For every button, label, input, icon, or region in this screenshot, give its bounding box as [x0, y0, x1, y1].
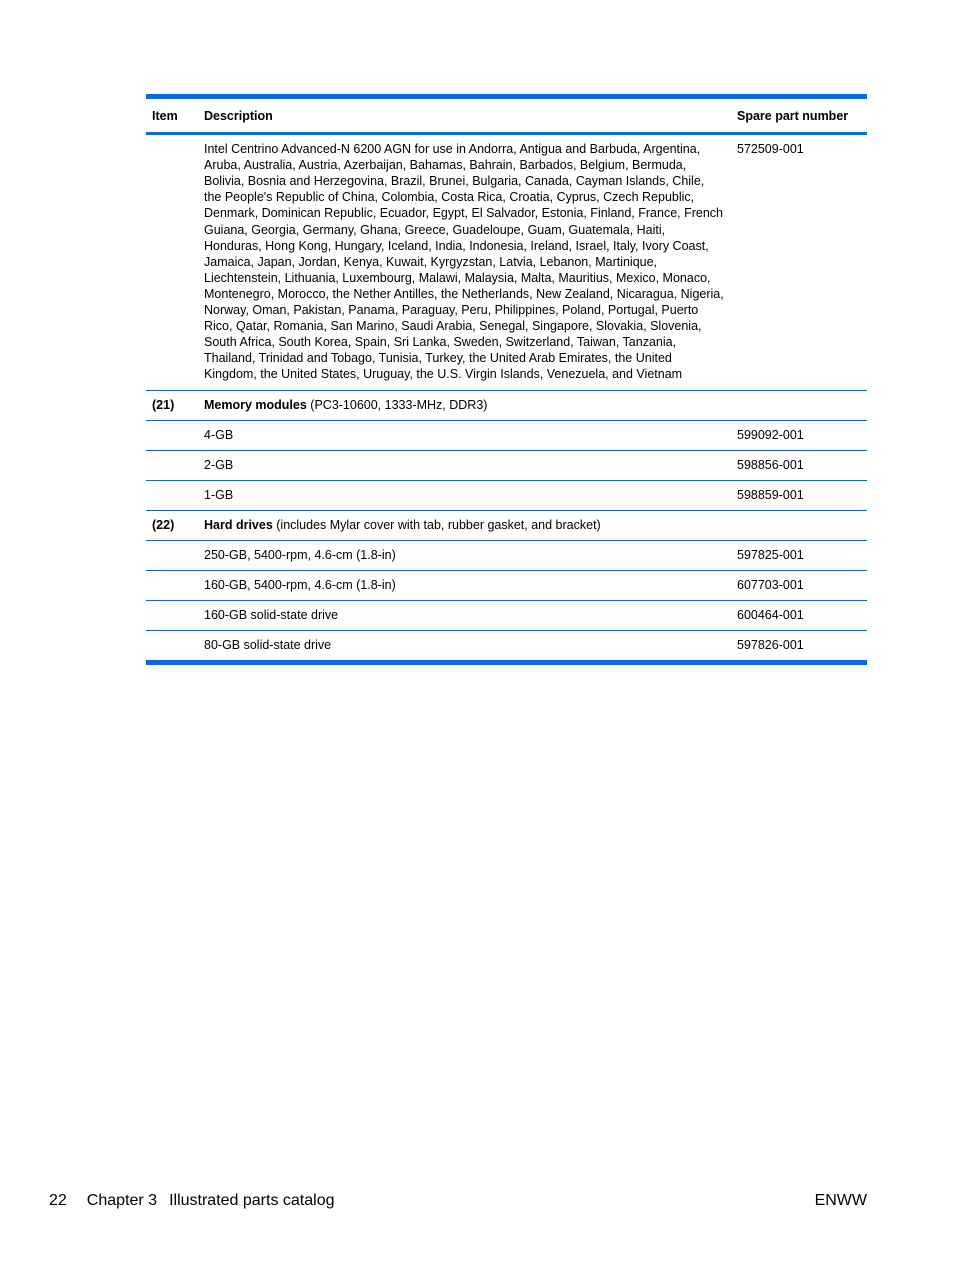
table-row	[146, 631, 867, 663]
description-text: 4-GB	[204, 427, 234, 442]
description-text: 2-GB	[204, 457, 234, 472]
spare-part-number: 599092-001	[731, 420, 867, 450]
chapter-title: Illustrated parts catalog	[169, 1192, 335, 1209]
table-row	[146, 510, 867, 540]
table-row	[146, 134, 867, 390]
description-cell	[198, 390, 731, 420]
item-number	[146, 601, 198, 631]
spare-part-number: 597825-001	[731, 540, 867, 570]
description-text: Intel Centrino Advanced-N 6200 AGN for use in Andorra, Antigua and Barbuda, Argentina, Aruba, Australia, Austria, Azerbaijan, Bahamas, Bahrain, Barbados, Belgium, Bermuda, Bolivia, Bosnia and Herzegovina, Brazil, Brunei, Bulgaria, Canada, Cayman Islands, Chile, the People's Republic of China, Colombia, Costa Rica, Croatia, Cyprus, Czech Republic, Denmark, Dominican Republic, Ecuador, Egypt, El Salvador, Estonia, Finland, France, French Guiana, Georgia, Germany, Ghana, Greece, Guadeloupe, Guam, Guatemala, Haiti, Honduras, Hong Kong, Hungary, Iceland, India, Indonesia, Ireland, Israel, Italy, Ivory Coast, Jamaica, Japan, Jordan, Kenya, Kuwait, Kyrgyzstan, Latvia, Lebanon, Martinique, Liechtenstein, Lithuania, Luxembourg, Malawi, Malaysia, Malta, Mauritius, Mexico, Monaco, Montenegro, Morocco, the Nether Antilles, the Netherlands, New Zealand, Nicaragua, Nigeria, Norway, Oman, Pakistan, Panama, Paraguay, Peru, Philippines, Poland, Portugal, Puerto Rico, Qatar, Romania, San Marino, Saudi Arabia, Senegal, Singapore, Slovakia, Slovenia, South Africa, South Korea, Spain, Sri Lanka, Sweden, Switzerland, Taiwan, Tanzania, Thailand, Trinidad and Tobago, Tunisia, Turkey, the United Arab Emirates, the United Kingdom, the United States, Uruguay, the U.S. Virgin Islands, Venezuela, and Vietnam	[204, 142, 724, 382]
spare-part-number: 600464-001	[731, 601, 867, 631]
description-text: 250-GB, 5400-rpm, 4.6-cm (1.8-in)	[204, 547, 396, 562]
table-header-row	[146, 97, 867, 134]
description-bold: Memory modules	[204, 397, 307, 412]
table-row	[146, 571, 867, 601]
description-text: 160-GB, 5400-rpm, 4.6-cm (1.8-in)	[204, 578, 396, 593]
table-row	[146, 540, 867, 570]
description-text: 80-GB solid-state drive	[204, 638, 332, 653]
item-number	[146, 571, 198, 601]
description-text: (PC3-10600, 1333-MHz, DDR3)	[306, 397, 488, 412]
footer-right-label: ENWW	[814, 1192, 867, 1209]
spare-part-number: 598856-001	[731, 450, 867, 480]
header-item: Item	[146, 97, 198, 134]
description-cell	[198, 571, 731, 601]
item-number: (22)	[146, 510, 198, 540]
table-row	[146, 420, 867, 450]
spare-part-number	[731, 510, 867, 540]
table-row	[146, 601, 867, 631]
chapter-label: Chapter 3	[86, 1192, 158, 1209]
spare-part-number: 598859-001	[731, 480, 867, 510]
description-cell	[198, 480, 731, 510]
page-footer	[49, 1191, 867, 1211]
description-cell	[198, 601, 731, 631]
item-number	[146, 480, 198, 510]
spare-part-number: 597826-001	[737, 638, 804, 653]
spare-part-number: 607703-001	[731, 571, 867, 601]
description-cell	[198, 540, 731, 570]
table-row	[146, 450, 867, 480]
page-number: 22	[49, 1192, 67, 1209]
description-text: (includes Mylar cover with tab, rubber gasket, and bracket)	[272, 517, 601, 532]
item-number	[146, 450, 198, 480]
description-text: 160-GB solid-state drive	[204, 608, 339, 623]
description-cell	[198, 631, 731, 663]
spare-part-number: 572509-001	[731, 134, 867, 390]
footer-left	[49, 1191, 334, 1211]
table-row	[146, 390, 867, 420]
header-description: Description	[198, 97, 731, 134]
description-bold: Hard drives	[204, 517, 273, 532]
description-cell	[198, 510, 731, 540]
spare-part-number	[731, 390, 867, 420]
description-cell	[198, 420, 731, 450]
header-spare-part-number: Spare part number	[731, 97, 867, 134]
item-number: (21)	[146, 390, 198, 420]
description-cell	[198, 450, 731, 480]
table-row	[146, 480, 867, 510]
parts-table	[146, 94, 867, 665]
item-number	[146, 420, 198, 450]
item-number	[146, 540, 198, 570]
description-cell	[198, 134, 731, 390]
item-number	[146, 631, 198, 663]
description-text: 1-GB	[204, 487, 234, 502]
item-number	[146, 134, 198, 390]
